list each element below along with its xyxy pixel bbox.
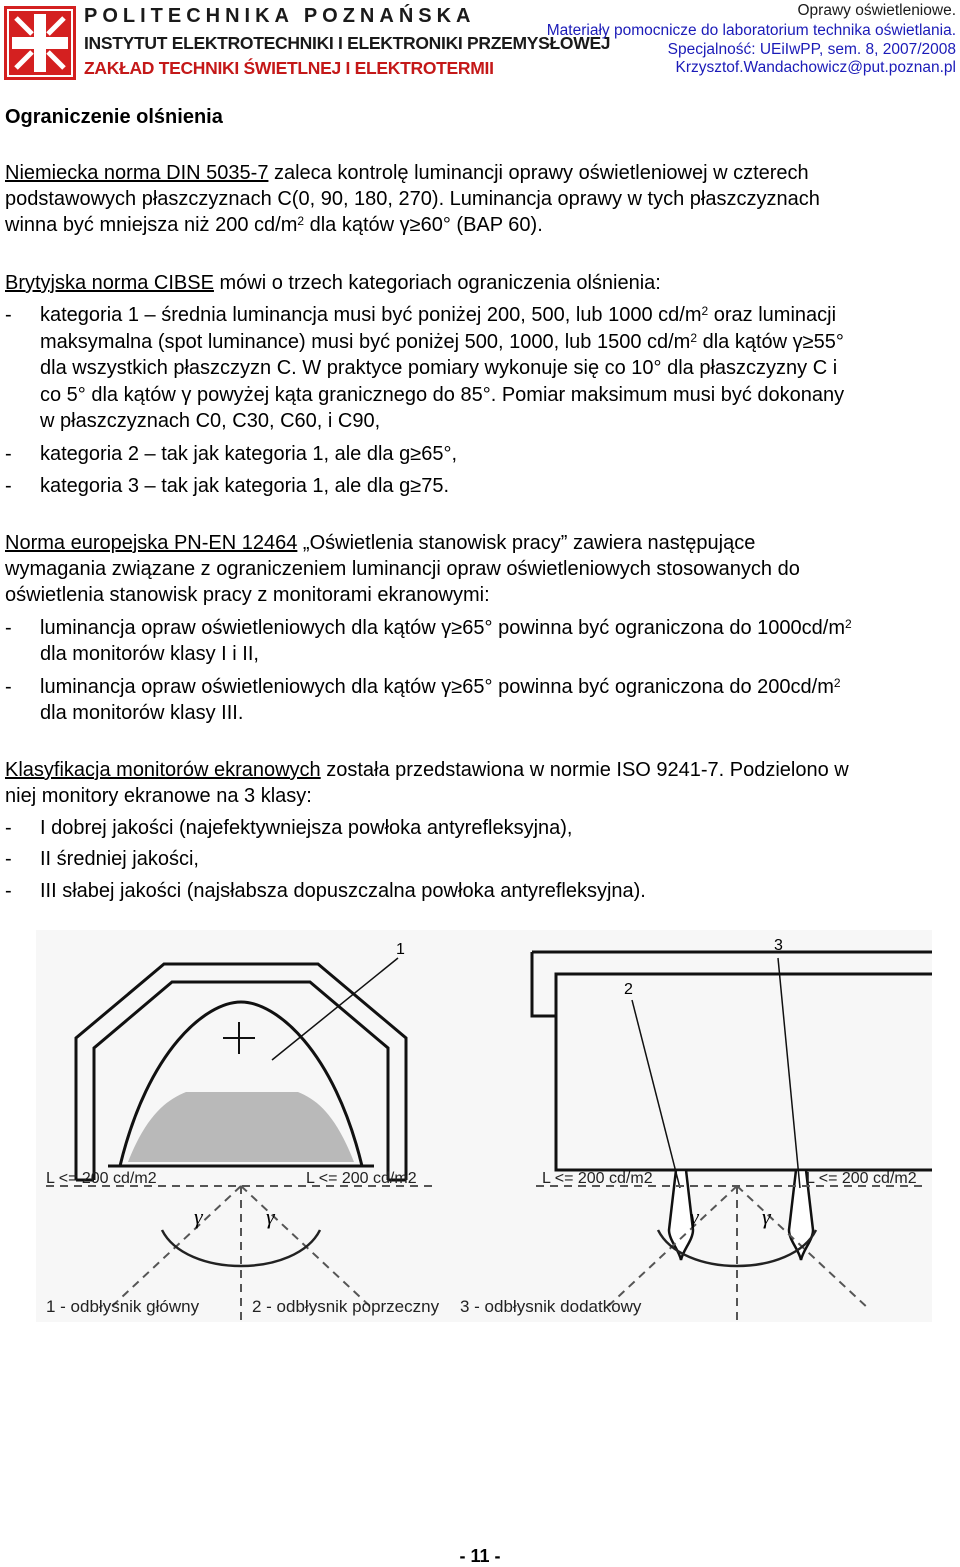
cibse-k1-line-2 (40, 329, 844, 355)
iso-line-2: niej monitory ekranowe na 3 klasy: (5, 785, 312, 807)
din-text-1: zaleca kontrolę luminancji oprawy oświetleniowej w czterech (268, 162, 809, 184)
cibse-intro-text: mówi o trzech kategoriach ograniczenia olśnienia: (213, 272, 661, 294)
luminaire-glare-diagram (36, 930, 932, 1322)
pnen-item-2-text: luminancja opraw oświetleniowych dla kątów γ≥65° powinna być ograniczona do 200cd/m (40, 676, 834, 698)
pnen-item-2 (40, 674, 841, 700)
pnen-sup-1: 2 (844, 617, 852, 631)
k1-text-2b: dla kątów γ≥55° (697, 331, 844, 353)
k1-text-1a: kategoria 1 – średnia luminancja musi być poniżej 200, 500, lub 1000 cd/m (40, 304, 702, 326)
k1-sup-1: 2 (701, 304, 709, 318)
bullet-dash: - (5, 817, 12, 839)
department-name: ZAKŁAD TECHNIKI ŚWIETLNEJ I ELEKTROTERMII (84, 58, 494, 78)
gamma-symbol: γ (690, 1204, 699, 1229)
page-number: - 11 - (459, 1546, 501, 1566)
doc-specialty: Specjalność: UEiIwPP, sem. 8, 2007/2008 (667, 41, 956, 58)
gamma-symbol: γ (194, 1204, 203, 1229)
bullet-dash: - (5, 475, 12, 497)
ref-1: 1 (396, 941, 405, 958)
author-email[interactable]: Krzysztof.Wandachowicz@put.poznan.pl (675, 59, 956, 76)
bullet-dash: - (5, 676, 12, 698)
pnen-item-1-text: luminancja opraw oświetleniowych dla kątów γ≥65° powinna być ograniczona do 1000cd/m (40, 617, 845, 639)
din-text-3b: dla kątów γ≥60° (BAP 60). (304, 214, 543, 236)
gamma-symbol: γ (762, 1204, 771, 1229)
k1-text-2a: maksymalna (spot luminance) musi być poniżej 500, 1000, lub 1500 cd/m (40, 331, 691, 353)
bullet-dash: - (5, 617, 12, 639)
iso-link[interactable]: Klasyfikacja monitorów ekranowych (5, 759, 321, 781)
din-text-3a: winna być mniejsza niż 200 cd/m (5, 214, 298, 236)
din-link[interactable]: Niemiecka norma DIN 5035-7 (5, 162, 269, 184)
k1-text-1b: oraz luminacji (708, 304, 837, 326)
bullet-dash: - (5, 880, 12, 902)
din-paragraph-line-3 (5, 212, 543, 238)
luminance-limit-label: L <= 200 cd/m2 (806, 1170, 917, 1187)
figure-caption-2: 2 - odbłysnik poprzeczny (252, 1297, 440, 1316)
pnen-item-2-cont: dla monitorów klasy III. (40, 702, 244, 724)
doc-subtitle: Materiały pomocnicze do laboratorium technika oświetlania. (546, 22, 956, 39)
pnen-line-3: oświetlenia stanowisk pracy z monitorami ekranowymi: (5, 584, 490, 606)
pnen-item-1-cont: dla monitorów klasy I i II, (40, 643, 259, 665)
cibse-k1-line-4: co 5° dla kątów γ powyżej kąta granicznego do 85°. Pomiar maksimum musi być dokonany (40, 384, 845, 406)
bullet-dash: - (5, 304, 12, 326)
university-logo (4, 6, 76, 80)
iso-class-3: III słabej jakości (najsłabsza dopuszczalna powłoka antyrefleksyjna). (40, 880, 646, 902)
cibse-k1-line-5: w płaszczyznach C0, C30, C60, i C90, (40, 410, 381, 432)
university-name: POLITECHNIKA POZNAŃSKA (84, 5, 476, 27)
luminance-limit-label: L <= 200 cd/m2 (542, 1170, 653, 1187)
bullet-dash: - (5, 443, 12, 465)
institute-name: INSTYTUT ELEKTROTECHNIKI I ELEKTRONIKI PRZEMYSŁOWEJ (84, 33, 611, 53)
din-paragraph-line-2: podstawowych płaszczyznach C(0, 90, 180, 270). Luminancja oprawy w tych płaszczyznach (5, 188, 820, 210)
figure-caption-1: 1 - odbłysnik główny (46, 1297, 200, 1316)
luminance-limit-label: L <= 200 cd/m2 (46, 1170, 157, 1187)
k1-sup-2: 2 (690, 331, 698, 345)
doc-topic: Oprawy oświetleniowe. (797, 2, 956, 19)
cibse-k2: kategoria 2 – tak jak kategoria 1, ale dla g≥65°, (40, 443, 458, 465)
cibse-intro (5, 270, 661, 296)
figure-caption-3: 3 - odbłysnik dodatkowy (460, 1297, 642, 1316)
pnen-item-1 (40, 615, 852, 641)
pnen-text-1: „Oświetlenia stanowisk pracy” zawiera następujące (297, 532, 756, 554)
iso-line-1 (5, 757, 849, 783)
pnen-line-1 (5, 530, 755, 556)
pnen-sup-2: 2 (833, 676, 841, 690)
ref-2: 2 (624, 981, 633, 998)
luminance-limit-label: L <= 200 cd/m2 (306, 1170, 417, 1187)
section-title: Ograniczenie olśnienia (5, 106, 223, 128)
iso-class-1: I dobrej jakości (najefektywniejsza powłoka antyrefleksyjna), (40, 817, 573, 839)
cibse-k1-line-3: dla wszystkich płaszczyzn C. W praktyce pomiary wykonuje się co 10° dla płaszczyzny C i (40, 357, 838, 379)
gamma-symbol: γ (266, 1204, 275, 1229)
bullet-dash: - (5, 848, 12, 870)
cibse-k1-line-1 (40, 302, 836, 328)
pnen-line-2: wymagania związane z ograniczeniem luminancji opraw oświetleniowych stosowanych do (5, 558, 800, 580)
cibse-k3: kategoria 3 – tak jak kategoria 1, ale dla g≥75. (40, 475, 450, 497)
din-paragraph-line-1 (5, 160, 809, 186)
ref-3: 3 (774, 937, 783, 954)
pnen-link[interactable]: Norma europejska PN-EN 12464 (5, 532, 298, 554)
cibse-link[interactable]: Brytyjska norma CIBSE (5, 272, 214, 294)
din-sup: 2 (297, 214, 305, 228)
iso-text-1: została przedstawiona w normie ISO 9241-7. Podzielono w (320, 759, 849, 781)
iso-class-2: II średniej jakości, (40, 848, 199, 870)
